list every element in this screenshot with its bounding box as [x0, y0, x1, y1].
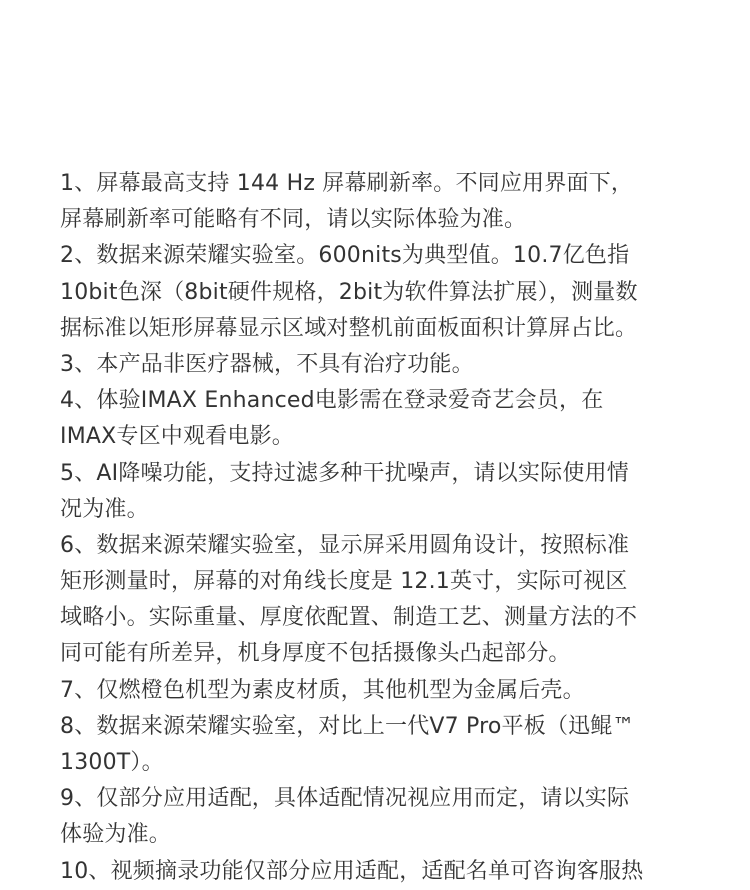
note-5-line-1: 5、AI降噪功能，支持过滤多种干扰噪声，请以实际使用情: [60, 460, 629, 486]
note-4-line-2: IMAX专区中观看电影。: [60, 424, 294, 450]
note-2-line-1: 2、数据来源荣耀实验室。600nits为典型值。10.7亿色指: [60, 243, 630, 269]
note-5-line-2: 况为准。: [60, 496, 149, 522]
note-9-line-2: 体验为准。: [60, 822, 172, 848]
note-8-line-2: 1300T）。: [60, 750, 164, 775]
note-6-line-4: 同可能有所差异，机身厚度不包括摄像头凸起部分。: [60, 641, 571, 667]
note-1-line-1: 1、屏幕最高支持 144 Hz 屏幕刷新率。不同应用界面下，: [60, 171, 634, 196]
note-6-line-3: 域略小。实际重量、厚度依配置、制造工艺、测量方法的不: [60, 605, 638, 631]
note-8-line-1: 8、数据来源荣耀实验室，对比上一代V7 Pro平板（迅鲲™: [60, 713, 635, 739]
note-2-line-3: 据标准以矩形屏幕显示区域对整机前面板面积计算屏占比。: [60, 315, 638, 341]
note-10-line-1: 10、视频摘录功能仅部分应用适配，适配名单可咨询客服热: [60, 858, 644, 884]
note-9-line-1: 9、仅部分应用适配，具体适配情况视应用而定，请以实际: [60, 786, 630, 812]
note-3-line-1: 3、本产品非医疗器械，不具有治疗功能。: [60, 351, 474, 377]
note-4-line-1: 4、体验IMAX Enhanced电影需在登录爱奇艺会员，在: [60, 388, 604, 414]
note-6-line-1: 6、数据来源荣耀实验室，显示屏采用圆角设计，按照标准: [60, 532, 630, 558]
note-2-line-2: 10bit色深（8bit硬件规格，2bit为软件算法扩展），测量数: [60, 279, 638, 305]
note-1-line-2: 屏幕刷新率可能略有不同，请以实际体验为准。: [60, 207, 527, 233]
footnotes: [60, 166, 700, 890]
note-7-line-1: 7、仅燃橙色机型为素皮材质，其他机型为金属后壳。: [60, 677, 585, 703]
note-6-line-2: 矩形测量时，屏幕的对角线长度是 12.1英寸，实际可视区: [60, 569, 628, 595]
